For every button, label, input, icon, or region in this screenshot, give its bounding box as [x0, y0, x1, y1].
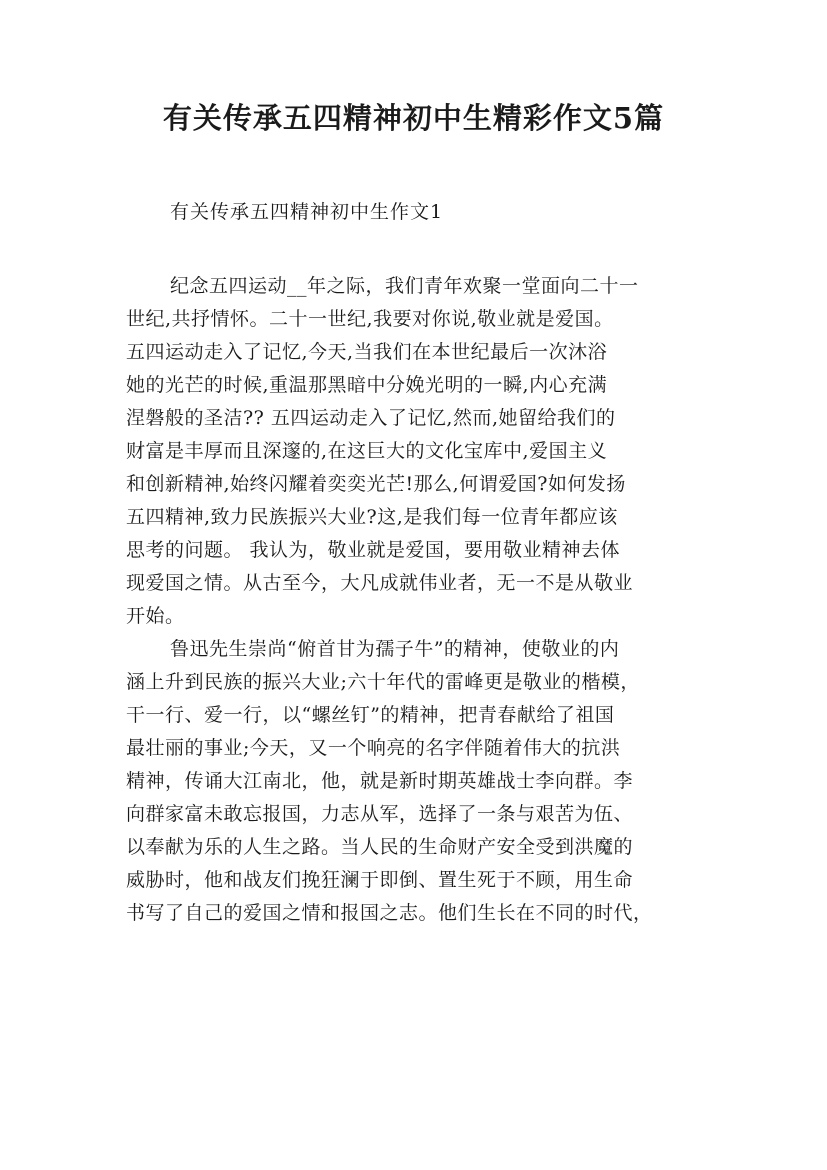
text-line: 威胁时，他和战友们挽狂澜于即倒、置生死于不顾，用生命	[126, 869, 634, 891]
document-title: 有关传承五四精神初中生精彩作文5篇	[162, 101, 665, 135]
text-line: 思考的问题。 我认为，敬业就是爱国，要用敬业精神去体	[126, 539, 621, 561]
text-line: 精神，传诵大江南北，他，就是新时期英雄战士李向群。李	[126, 770, 634, 792]
text-line: 干一行、爱一行，以“螺丝钉”的精神，把青春献给了祖国	[126, 704, 615, 726]
text-line: 开始。	[126, 605, 185, 627]
text-line: 和创新精神,始终闪耀着奕奕光芒!那么,何谓爱国?如何发扬	[126, 473, 626, 495]
text-line: 书写了自己的爱国之情和报国之志。他们生长在不同的时代，	[126, 902, 653, 924]
text-line: 五四精神,致力民族振兴大业?这,是我们每一位青年都应该	[126, 506, 618, 528]
paragraph-1	[126, 270, 706, 633]
essay-subtitle: 有关传承五四精神初中生作文1	[170, 201, 444, 223]
text-line: 最壮丽的事业;今天，又一个响亮的名字伴随着伟大的抗洪	[126, 737, 621, 759]
text-line: 她的光芒的时候,重温那黑暗中分娩光明的一瞬,内心充满	[126, 374, 608, 396]
text-line: 五四运动走入了记忆,今天,当我们在本世纪最后一次沐浴	[126, 341, 608, 363]
text-line: 向群家富未敢忘报国，力志从军，选择了一条与艰苦为伍、	[126, 803, 634, 825]
essay-body	[126, 270, 706, 930]
text-line: 财富是丰厚而且深邃的,在这巨大的文化宝库中,爱国主义	[126, 440, 608, 462]
text-line: 纪念五四运动__年之际，我们青年欢聚一堂面向二十一	[170, 275, 639, 297]
paragraph-2	[126, 633, 706, 930]
text-line: 鲁迅先生崇尚“俯首甘为孺子牛”的精神，使敬业的内	[170, 638, 620, 660]
text-line: 涵上升到民族的振兴大业;六十年代的雷峰更是敬业的楷模，	[126, 671, 640, 693]
text-line: 世纪,共抒情怀。二十一世纪,我要对你说,敬业就是爱国。	[126, 308, 614, 330]
text-line: 涅磐般的圣洁?? 五四运动走入了记忆,然而,她留给我们的	[126, 407, 616, 429]
text-line: 以奉献为乐的人生之路。当人民的生命财产安全受到洪魔的	[126, 836, 634, 858]
text-line: 现爱国之情。从古至今，大凡成就伟业者，无一不是从敬业	[126, 572, 634, 594]
